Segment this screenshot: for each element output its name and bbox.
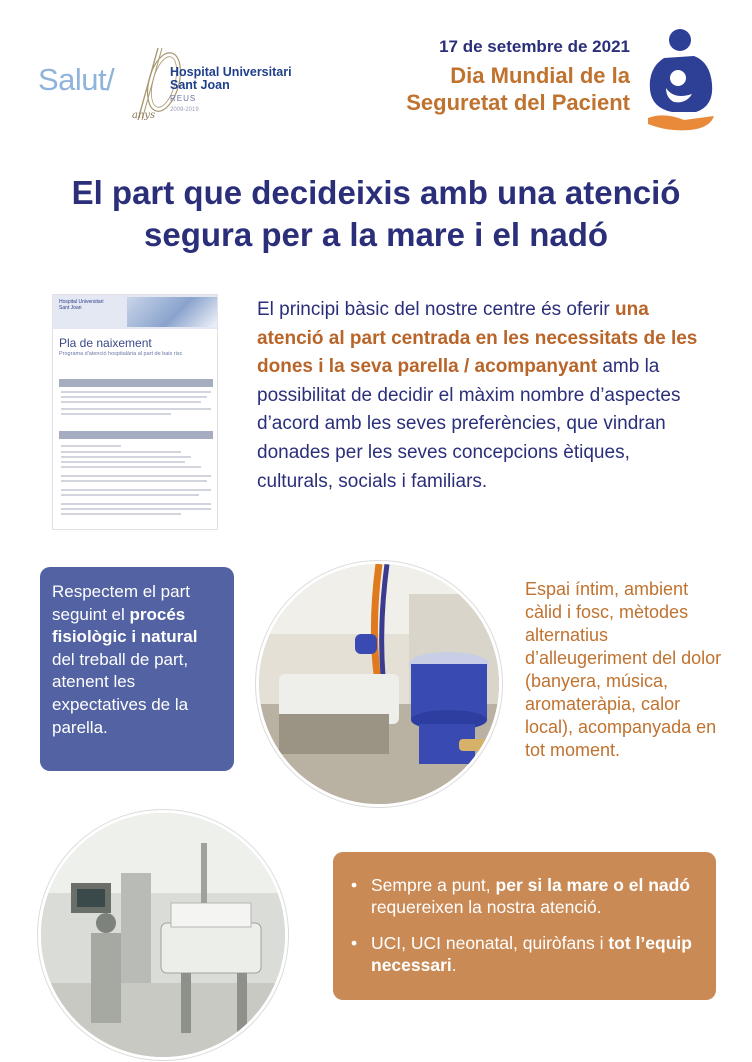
bullet1-bold: per si la mare o el nadó [495,875,691,895]
document-text-line [61,396,207,398]
bullet2-bold: tot l’equip necessari [371,933,692,975]
event-name [406,62,630,116]
bullet2-text-end: . [451,955,457,975]
salut-logo: Salut/ [38,62,115,97]
environment-description: Espai íntim, ambient càlid i fosc, mètodes alternatius d’alleugeriment del dolor (banyera, música, aromateràpia, calor local), acompanyada en tot moment. [525,579,722,760]
document-text-line [61,508,211,510]
page-title [0,172,752,256]
icu-equipment-photo [38,810,288,1060]
document-text-line [61,445,121,447]
title-line1: El part que decideixis amb una atenció [71,174,681,211]
birthing-room-illustration [259,564,502,807]
intro-paragraph [257,296,707,496]
document-text-line [61,494,199,496]
document-text-line [61,456,191,458]
document-text-line [61,451,181,453]
document-text-line [61,408,211,410]
intro-text-end: amb la possibilitat de decidir el màxim nombre d’aspectes d’acord amb les seves preferències, que vindran donades per les seves concepcions ètiques, culturals, socials i familiars. [257,356,681,492]
document-header-image [127,297,217,327]
emergency-readiness-box [333,852,716,1000]
document-text-line [61,489,211,491]
natural-process-box [40,567,234,771]
document-section-bar [59,379,213,387]
document-text-line [61,401,201,403]
anniversary-years: 2009-2019 [170,107,199,113]
intro-highlight: una atenció al part centrada en les necessitats de les dones i la seva parella / acompanyant [257,299,698,378]
intro-text-start: El principi bàsic del nostre centre és oferir [257,299,615,320]
document-logo-line2: Sant Joan [59,305,82,311]
document-title: Pla de naixement [59,336,152,350]
hospital-name-line2: Sant Joan [170,78,230,92]
document-text-line [61,503,211,505]
icu-illustration [41,813,288,1060]
hospital-logo-text [170,66,292,105]
list-item [351,932,698,976]
blue-box-text-end: del treball de part, atenent les expectatives de la parella. [52,649,189,737]
document-subtitle: Programa d'atenció hospitalària al part de baix risc [59,351,183,357]
document-text-line [61,513,181,515]
anniversary-word: anys [132,110,156,121]
document-logo [59,299,103,311]
document-text-line [61,391,211,393]
hospital-name-line1: Hospital Universitari [170,65,292,79]
document-text-line [61,466,201,468]
event-line1: Dia Mundial de la [450,63,630,88]
document-text-line [61,475,211,477]
list-item [351,874,698,918]
document-section-bar [59,431,213,439]
readiness-list [351,874,698,976]
event-line2: Seguretat del Pacient [406,90,630,115]
birthing-room-photo [256,561,502,807]
birth-plan-document-thumbnail [52,294,218,530]
bullet1-text-start: Sempre a punt, [371,875,496,895]
bullet1-text-end: requereixen la nostra atenció. [371,897,602,917]
hospital-city: REUS [170,94,197,103]
blue-box-bold: procés fisiològic i natural [52,604,198,647]
document-text-line [61,413,171,415]
bullet2-text-start: UCI, UCI neonatal, quiròfans i [371,933,609,953]
title-line2: segura per a la mare i el nadó [143,216,609,253]
event-date: 17 de setembre de 2021 [439,37,630,56]
blue-box-text-start: Respectem el part seguint el [52,582,190,624]
document-logo-line1: Hospital Universitari [59,299,104,305]
patient-safety-icon [644,28,720,132]
document-text-line [61,480,207,482]
document-text-line [61,461,185,463]
